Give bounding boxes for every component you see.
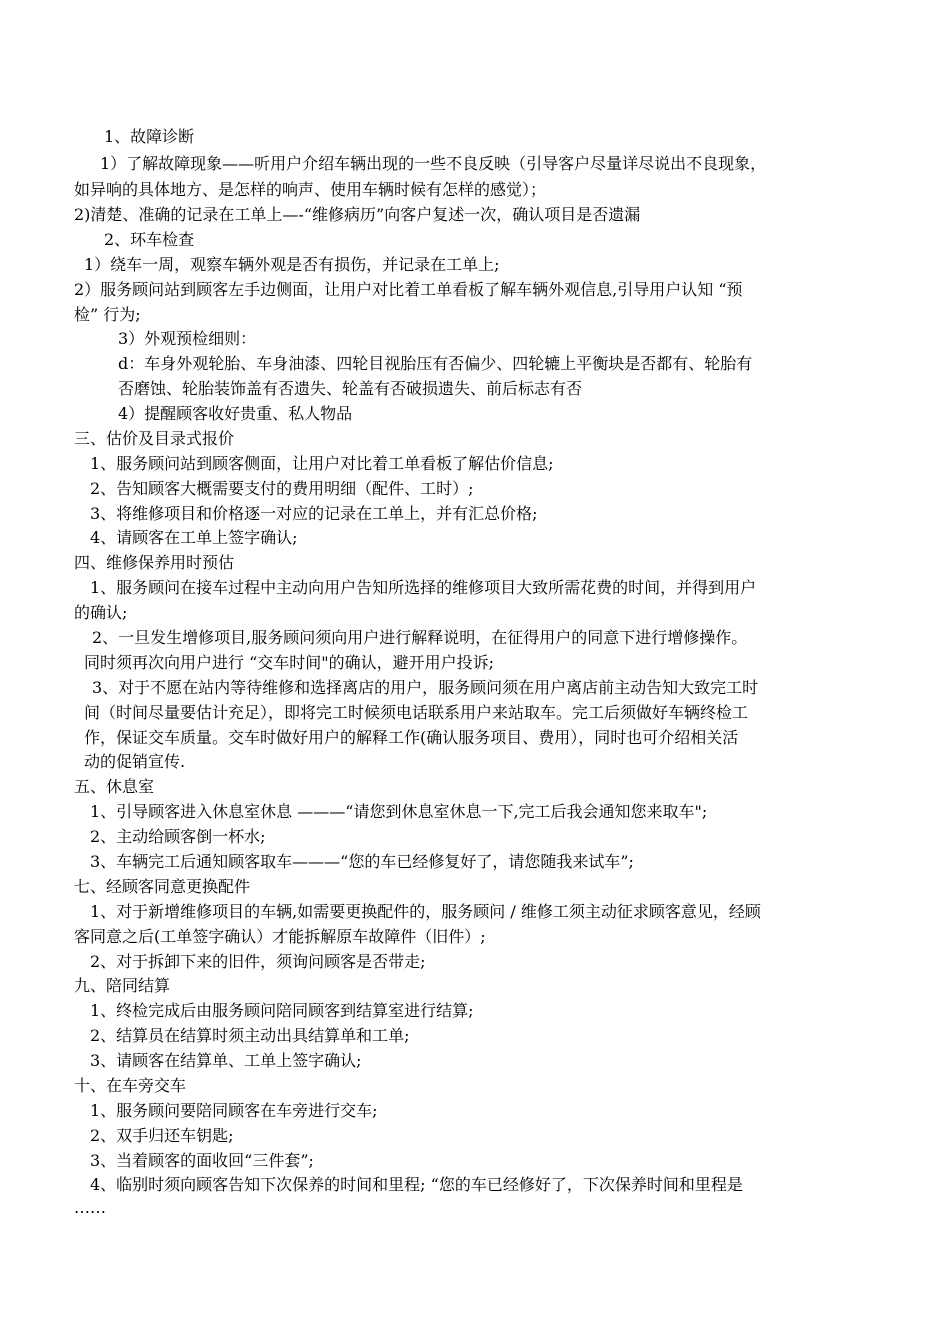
text-line: 1、引导顾客进入休息室休息 ———“请您到休息室休息一下,完工后我会通知您来取车"; xyxy=(90,802,708,821)
text-line: 2、结算员在结算时须主动出具结算单和工单; xyxy=(90,1026,410,1045)
text-line: 七、经顾客同意更换配件 xyxy=(74,877,251,896)
text-line: 3、对于不愿在站内等待维修和选择离店的用户，服务顾问须在用户离店前主动告知大致完工时 xyxy=(92,678,759,697)
text-line: 4、临别时须向顾客告知下次保养的时间和里程; “您的车已经修好了，下次保养时间和里程是 xyxy=(90,1175,743,1194)
text-line: 3、请顾客在结算单、工单上签字确认; xyxy=(90,1051,362,1070)
text-line: 2、对于拆卸下来的旧件，须询问顾客是否带走; xyxy=(90,952,426,971)
text-line: 四、维修保养用时预估 xyxy=(74,553,235,572)
text-line: 的确认; xyxy=(74,603,128,622)
text-line: 否磨蚀、轮胎装饰盖有否遗失、轮盖有否破损遗失、前后标志有否 xyxy=(118,379,583,398)
text-line: 2、一旦发生增修项目,服务顾问须向用户进行解释说明，在征得用户的同意下进行增修操作。 xyxy=(92,628,748,647)
text-line: 1、故障诊断 xyxy=(104,127,195,146)
text-line: 客同意之后(工单签字确认）才能拆解原车故障件（旧件）; xyxy=(74,927,486,946)
text-line: 3、当着顾客的面收回“三件套”; xyxy=(90,1151,314,1170)
text-line: 1、服务顾问在接车过程中主动向用户告知所选择的维修项目大致所需花费的时间，并得到用户 xyxy=(90,578,757,597)
text-line: d：车身外观轮胎、车身油漆、四轮目视胎压有否偏少、四轮辘上平衡块是否都有、轮胎有 xyxy=(118,354,753,373)
text-line: 2、告知顾客大概需要支付的费用明细（配件、工时）; xyxy=(90,479,474,498)
text-line: 2、主动给顾客倒一杯水; xyxy=(90,827,266,846)
text-line: …… xyxy=(74,1198,106,1217)
text-line: 检” 行为; xyxy=(74,305,141,324)
text-line: 1、服务顾问站到顾客侧面，让用户对比着工单看板了解估价信息; xyxy=(90,454,554,473)
text-line: 4、请顾客在工单上签字确认; xyxy=(90,528,298,547)
text-line: 作，保证交车质量。交车时做好用户的解释工作(确认服务项目、费用），同时也可介绍相关活 xyxy=(84,728,739,747)
text-line: 2）服务顾问站到顾客左手边侧面，让用户对比着工单看板了解车辆外观信息,引导用户认知 “预 xyxy=(74,280,743,299)
text-line: 三、估价及目录式报价 xyxy=(74,429,235,448)
text-line: 同时须再次向用户进行 “交车时间"的确认，避开用户投诉; xyxy=(84,653,495,672)
text-line: 4）提醒顾客收好贵重、私人物品 xyxy=(118,404,353,423)
text-line: 1）绕车一周，观察车辆外观是否有损伤，并记录在工单上; xyxy=(84,255,500,274)
text-line: 2)清楚、准确的记录在工单上—-“维修病历”向客户复述一次，确认项目是否遗漏 xyxy=(74,205,641,224)
text-line: 3）外观预检细则： xyxy=(118,329,257,348)
text-line: 九、陪同结算 xyxy=(74,976,171,995)
text-line: 2、环车检查 xyxy=(104,230,195,249)
text-line: 五、休息室 xyxy=(74,777,155,796)
text-line: 十、在车旁交车 xyxy=(74,1076,187,1095)
text-line: 动的促销宣传. xyxy=(84,752,186,771)
text-line: 1、服务顾问要陪同顾客在车旁进行交车; xyxy=(90,1101,378,1120)
text-line: 3、将维修项目和价格逐一对应的记录在工单上，并有汇总价格; xyxy=(90,504,538,523)
text-line: 3、车辆完工后通知顾客取车———“您的车已经修复好了，请您随我来试车”; xyxy=(90,852,634,871)
text-line: 如异响的具体地方、是怎样的响声、使用车辆时候有怎样的感觉）； xyxy=(74,180,547,199)
text-line: 1、终检完成后由服务顾问陪同顾客到结算室进行结算; xyxy=(90,1001,474,1020)
text-line: 2、双手归还车钥匙; xyxy=(90,1126,234,1145)
text-line: 间（时间尽量要估计充足），即将完工时候须电话联系用户来站取车。完工后须做好车辆终检工 xyxy=(84,703,749,722)
text-line: 1、对于新增维修项目的车辆,如需要更换配件的，服务顾问 / 维修工须主动征求顾客意见，经顾 xyxy=(90,902,761,921)
text-line: 1）了解故障现象——听用户介绍车辆出现的一些不良反映（引导客户尽量详尽说出不良现象， xyxy=(100,154,767,173)
